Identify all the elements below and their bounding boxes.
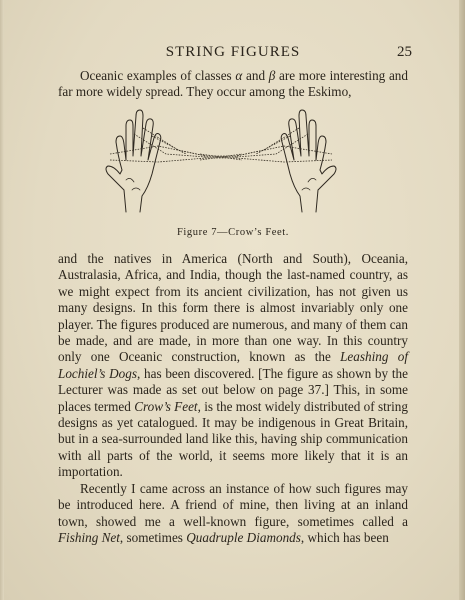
paragraph-1-text-b: and xyxy=(242,68,269,83)
title-quadruple-diamonds: Quadruple Diamonds xyxy=(186,529,301,545)
class-alpha: α xyxy=(235,68,243,83)
paragraph-2 xyxy=(58,251,408,546)
crows-feet-illustration xyxy=(96,104,346,216)
paragraph-2-text-c: , is the most widely distributed of string designs as yet catalogued. It may be indigenous in Great Britain, but in a sea-surrounded land like this, having ship communication with all parts of the world, it seems more likely that it is an importation. xyxy=(58,398,408,480)
paragraph-2-text-b: , has been discovered. [The figure as shown by the Lecturer was made as set out below on page 37.] This, in some places termed xyxy=(58,365,408,414)
string-loop-upper xyxy=(110,146,332,156)
paragraph-1 xyxy=(58,68,408,101)
title-fishing-net: Fishing Net xyxy=(58,529,120,545)
page-header xyxy=(58,44,412,64)
title-crows-feet: Crow’s Feet xyxy=(134,398,198,414)
class-beta: β xyxy=(268,68,276,83)
figure-caption: Figure 7—Crow’s Feet. xyxy=(176,227,290,238)
paragraph-3-text-c: , which has been xyxy=(300,529,389,545)
paragraph-3-text-b: , sometimes xyxy=(119,529,187,545)
page-right-edge xyxy=(459,0,465,600)
title-leashing-of-lochiels-dogs: Leashing of Lochiel’s Dogs xyxy=(58,349,408,381)
paragraph-3-text-a: Recently I came across an instance of how such figures may be introduced here. A friend of mine, then living at an inland town, showed me a well-known figure, sometimes called a xyxy=(58,480,408,529)
paragraph-1-text-c: are more interesting and far more widely spread. They occur among the Eskimo, xyxy=(58,68,408,100)
paragraph-1-text-a: Oceanic examples of classes xyxy=(80,68,236,83)
string-loop-lower xyxy=(110,158,332,162)
paragraph-2-text-a: and the natives in America (North and South), Oceania, Australasia, Africa, and India, though the last-named country, as we might expect from its ancient civilization, has not given us many designs. In this form there is almost invariably only one player. The figures produced are numerous, and many of them can be made, and are made, in more than one way. In this country only one Oceanic construction, known as the xyxy=(58,251,408,365)
string-center-twist xyxy=(200,154,242,160)
page-number: 25 xyxy=(397,44,412,60)
running-head: STRING FIGURES xyxy=(165,44,301,60)
page-left-edge xyxy=(0,0,4,600)
